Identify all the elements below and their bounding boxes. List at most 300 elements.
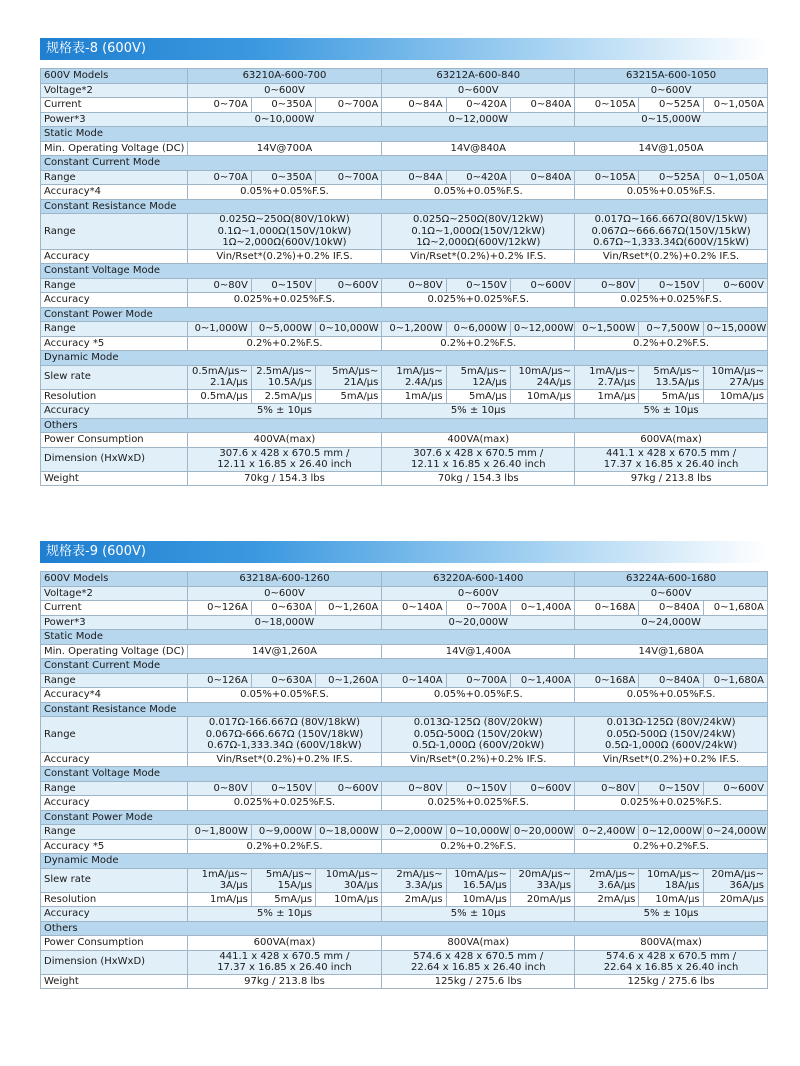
resolution-value: 2mA/μs bbox=[382, 892, 446, 907]
cc-range-value: 0~1,400A bbox=[510, 673, 574, 688]
cp-accuracy-value: 0.2%+0.2%F.S. bbox=[575, 336, 768, 351]
cr-range-value bbox=[575, 717, 768, 753]
voltage-value: 0~600V bbox=[187, 83, 382, 98]
slew-rate-line: 2.7A/μs bbox=[597, 377, 636, 388]
cp-accuracy-value: 0.2%+0.2%F.S. bbox=[187, 336, 382, 351]
resolution-value: 2.5mA/μs bbox=[251, 389, 315, 404]
row-label: Accuracy*4 bbox=[41, 688, 188, 703]
voltage-value: 0~600V bbox=[382, 586, 575, 601]
resolution-value: 2mA/μs bbox=[575, 892, 639, 907]
row-label: Voltage*2 bbox=[41, 83, 188, 98]
row-label: Range bbox=[41, 170, 188, 185]
row-label: Accuracy bbox=[41, 907, 188, 922]
cc-range-value: 0~1,680A bbox=[703, 673, 767, 688]
weight-value: 125kg / 275.6 lbs bbox=[575, 974, 768, 989]
slew-rate-line: 5mA/μs~ bbox=[653, 365, 700, 377]
cc-range-value: 0~1,050A bbox=[703, 170, 767, 185]
slew-rate-line: 10.5A/μs bbox=[268, 377, 313, 388]
current-value: 0~1,680A bbox=[703, 601, 767, 616]
weight-value: 97kg / 213.8 lbs bbox=[575, 471, 768, 486]
cp-range-value: 0~1,800W bbox=[187, 825, 251, 840]
cp-range-value: 0~9,000W bbox=[251, 825, 315, 840]
dimension-line: 441.1 x 428 x 670.5 mm / bbox=[219, 950, 350, 962]
slew-rate-line: 3.6A/μs bbox=[597, 880, 636, 891]
cr-accuracy-value: Vin/Rset*(0.2%)+0.2% IF.S. bbox=[187, 752, 382, 767]
cr-accuracy-value: Vin/Rset*(0.2%)+0.2% IF.S. bbox=[575, 752, 768, 767]
dimension-value bbox=[382, 447, 575, 471]
slew-rate-line: 10mA/μs~ bbox=[711, 365, 764, 377]
model-name: 63220A-600-1400 bbox=[382, 572, 575, 587]
current-value: 0~168A bbox=[575, 601, 639, 616]
dyn-accuracy-value: 5% ± 10μs bbox=[187, 404, 382, 419]
cv-range-value: 0~600V bbox=[510, 781, 574, 796]
slew-rate-line: 20mA/μs~ bbox=[711, 868, 764, 880]
cr-range-line: 1Ω~2,000Ω(600V/12kW) bbox=[416, 237, 541, 248]
slew-rate-line: 21A/μs bbox=[343, 377, 379, 388]
slew-rate-line: 1mA/μs~ bbox=[589, 365, 636, 377]
cc-range-value: 0~350A bbox=[251, 170, 315, 185]
row-label: Range bbox=[41, 717, 188, 753]
cv-range-value: 0~80V bbox=[187, 278, 251, 293]
spec-table-title: 规格表-9 (600V) bbox=[40, 541, 768, 563]
resolution-value: 10mA/μs bbox=[639, 892, 703, 907]
spec-table bbox=[40, 571, 768, 989]
section-cr-mode: Constant Resistance Mode bbox=[41, 199, 768, 214]
cc-range-value: 0~525A bbox=[639, 170, 703, 185]
dyn-accuracy-value: 5% ± 10μs bbox=[575, 404, 768, 419]
resolution-value: 1mA/μs bbox=[187, 892, 251, 907]
slew-rate-line: 3.3A/μs bbox=[404, 880, 443, 891]
min-voltage-value: 14V@700A bbox=[187, 141, 382, 156]
slew-rate-value bbox=[575, 365, 639, 389]
resolution-value: 1mA/μs bbox=[382, 389, 446, 404]
current-value: 0~525A bbox=[639, 98, 703, 113]
cr-range-line: 0.05Ω-500Ω (150V/24kW) bbox=[606, 728, 736, 740]
cr-range-line: 0.5Ω-1,000Ω (600V/20kW) bbox=[412, 740, 545, 751]
dimension-value bbox=[575, 447, 768, 471]
row-label: Current bbox=[41, 601, 188, 616]
spec-table-title: 规格表-8 (600V) bbox=[40, 38, 768, 60]
dimension-line: 574.6 x 428 x 670.5 mm / bbox=[413, 950, 544, 962]
voltage-value: 0~600V bbox=[575, 83, 768, 98]
model-name: 63215A-600-1050 bbox=[575, 69, 768, 84]
current-value: 0~700A bbox=[446, 601, 510, 616]
slew-rate-line: 15A/μs bbox=[277, 880, 313, 891]
current-value: 0~140A bbox=[382, 601, 446, 616]
cr-range-value bbox=[382, 214, 575, 250]
cr-accuracy-value: Vin/Rset*(0.2%)+0.2% IF.S. bbox=[575, 249, 768, 264]
row-label: Dimension (HxWxD) bbox=[41, 447, 188, 471]
dimension-line: 22.64 x 16.85 x 26.40 inch bbox=[410, 962, 546, 973]
cp-accuracy-value: 0.2%+0.2%F.S. bbox=[382, 336, 575, 351]
slew-rate-value bbox=[446, 868, 510, 892]
min-voltage-value: 14V@1,050A bbox=[575, 141, 768, 156]
min-voltage-value: 14V@1,400A bbox=[382, 644, 575, 659]
current-value: 0~840A bbox=[639, 601, 703, 616]
cr-range-line: 0.013Ω-125Ω (80V/20kW) bbox=[413, 717, 543, 728]
slew-rate-value bbox=[187, 365, 251, 389]
cv-range-value: 0~80V bbox=[382, 781, 446, 796]
cp-accuracy-value: 0.2%+0.2%F.S. bbox=[575, 839, 768, 854]
cp-range-value: 0~15,000W bbox=[703, 322, 767, 337]
cr-accuracy-value: Vin/Rset*(0.2%)+0.2% IF.S. bbox=[382, 752, 575, 767]
cp-range-value: 0~2,400W bbox=[575, 825, 639, 840]
slew-rate-line: 36A/μs bbox=[729, 880, 764, 891]
cr-range-line: 0.067Ω-666.667Ω (150V/18kW) bbox=[205, 728, 364, 740]
row-label: Accuracy bbox=[41, 752, 188, 767]
cr-range-value bbox=[187, 717, 382, 753]
cp-range-value: 0~2,000W bbox=[382, 825, 446, 840]
row-label: Range bbox=[41, 278, 188, 293]
weight-value: 97kg / 213.8 lbs bbox=[187, 974, 382, 989]
cp-range-value: 0~18,000W bbox=[316, 825, 382, 840]
dimension-line: 307.6 x 428 x 670.5 mm / bbox=[219, 447, 350, 459]
cc-range-value: 0~70A bbox=[187, 170, 251, 185]
resolution-value: 20mA/μs bbox=[510, 892, 574, 907]
cp-range-value: 0~20,000W bbox=[510, 825, 574, 840]
cc-accuracy-value: 0.05%+0.05%F.S. bbox=[187, 185, 382, 200]
cr-range-line: 0.025Ω~250Ω(80V/12kW) bbox=[413, 214, 544, 225]
dimension-value bbox=[187, 950, 382, 974]
cp-range-value: 0~12,000W bbox=[510, 322, 574, 337]
cp-range-value: 0~7,500W bbox=[639, 322, 703, 337]
cv-range-value: 0~150V bbox=[446, 278, 510, 293]
row-label: Accuracy bbox=[41, 404, 188, 419]
slew-rate-line: 33A/μs bbox=[536, 880, 572, 891]
resolution-value: 10mA/μs bbox=[446, 892, 510, 907]
slew-rate-line: 2.5mA/μs~ bbox=[256, 365, 313, 377]
slew-rate-value bbox=[382, 365, 446, 389]
cr-range-line: 0.1Ω~1,000Ω(150V/10kW) bbox=[217, 225, 352, 237]
slew-rate-line: 27A/μs bbox=[729, 377, 764, 388]
slew-rate-line: 2.4A/μs bbox=[404, 377, 443, 388]
cp-range-value: 0~1,500W bbox=[575, 322, 639, 337]
dimension-line: 17.37 x 16.85 x 26.40 inch bbox=[603, 459, 739, 470]
resolution-value: 10mA/μs bbox=[316, 892, 382, 907]
dyn-accuracy-value: 5% ± 10μs bbox=[382, 907, 575, 922]
power-consumption-value: 400VA(max) bbox=[382, 433, 575, 448]
slew-rate-line: 0.5mA/μs~ bbox=[192, 365, 248, 377]
current-value: 0~126A bbox=[187, 601, 251, 616]
row-label: Min. Operating Voltage (DC) bbox=[41, 141, 188, 156]
slew-rate-line: 12A/μs bbox=[472, 377, 507, 388]
dimension-line: 17.37 x 16.85 x 26.40 inch bbox=[217, 962, 352, 973]
slew-rate-line: 13.5A/μs bbox=[655, 377, 700, 388]
slew-rate-value bbox=[446, 365, 510, 389]
cc-range-value: 0~840A bbox=[510, 170, 574, 185]
cv-accuracy-value: 0.025%+0.025%F.S. bbox=[187, 796, 382, 811]
cv-range-value: 0~150V bbox=[639, 278, 703, 293]
slew-rate-line: 24A/μs bbox=[536, 377, 572, 388]
cp-range-value: 0~6,000W bbox=[446, 322, 510, 337]
weight-value: 125kg / 275.6 lbs bbox=[382, 974, 575, 989]
cr-accuracy-value: Vin/Rset*(0.2%)+0.2% IF.S. bbox=[382, 249, 575, 264]
cv-accuracy-value: 0.025%+0.025%F.S. bbox=[382, 293, 575, 308]
slew-rate-line: 1mA/μs~ bbox=[201, 868, 248, 880]
cv-range-value: 0~150V bbox=[446, 781, 510, 796]
dimension-line: 307.6 x 428 x 670.5 mm / bbox=[413, 447, 544, 459]
current-value: 0~105A bbox=[575, 98, 639, 113]
slew-rate-line: 18A/μs bbox=[665, 880, 700, 891]
power-value: 0~18,000W bbox=[187, 615, 382, 630]
row-label: Current bbox=[41, 98, 188, 113]
cv-range-value: 0~150V bbox=[639, 781, 703, 796]
power-consumption-value: 600VA(max) bbox=[187, 936, 382, 951]
resolution-value: 5mA/μs bbox=[446, 389, 510, 404]
slew-rate-line: 5mA/μs~ bbox=[265, 868, 313, 880]
row-label: Power*3 bbox=[41, 615, 188, 630]
min-voltage-value: 14V@840A bbox=[382, 141, 575, 156]
slew-rate-value bbox=[575, 868, 639, 892]
cr-range-line: 0.5Ω-1,000Ω (600V/24kW) bbox=[605, 740, 738, 751]
dimension-line: 12.11 x 16.85 x 26.40 inch bbox=[410, 459, 546, 470]
slew-rate-line: 1mA/μs~ bbox=[396, 365, 443, 377]
model-name: 63224A-600-1680 bbox=[575, 572, 768, 587]
slew-rate-value bbox=[510, 868, 574, 892]
cr-range-line: 0.05Ω-500Ω (150V/20kW) bbox=[413, 728, 543, 740]
row-label: Resolution bbox=[41, 892, 188, 907]
cc-range-value: 0~700A bbox=[446, 673, 510, 688]
cc-range-value: 0~700A bbox=[316, 170, 382, 185]
slew-rate-line: 2mA/μs~ bbox=[396, 868, 443, 880]
cp-range-value: 0~1,200W bbox=[382, 322, 446, 337]
cr-accuracy-value: Vin/Rset*(0.2%)+0.2% IF.S. bbox=[187, 249, 382, 264]
cv-accuracy-value: 0.025%+0.025%F.S. bbox=[575, 293, 768, 308]
row-label: Accuracy bbox=[41, 249, 188, 264]
section-cv-mode: Constant Voltage Mode bbox=[41, 767, 768, 782]
slew-rate-value bbox=[703, 868, 767, 892]
section-cp-mode: Constant Power Mode bbox=[41, 810, 768, 825]
cp-range-value: 0~10,000W bbox=[316, 322, 382, 337]
section-others: Others bbox=[41, 921, 768, 936]
cv-range-value: 0~600V bbox=[703, 781, 767, 796]
cv-range-value: 0~80V bbox=[575, 278, 639, 293]
weight-value: 70kg / 154.3 lbs bbox=[187, 471, 382, 486]
voltage-value: 0~600V bbox=[575, 586, 768, 601]
current-value: 0~630A bbox=[251, 601, 315, 616]
cc-range-value: 0~630A bbox=[251, 673, 315, 688]
cr-range-line: 0.017Ω-166.667Ω (80V/18kW) bbox=[208, 717, 361, 728]
section-cv-mode: Constant Voltage Mode bbox=[41, 264, 768, 279]
models-label: 600V Models bbox=[41, 69, 188, 84]
cp-range-value: 0~10,000W bbox=[446, 825, 510, 840]
slew-rate-value bbox=[187, 868, 251, 892]
row-label: Weight bbox=[41, 974, 188, 989]
row-label: Accuracy bbox=[41, 796, 188, 811]
cv-range-value: 0~600V bbox=[316, 278, 382, 293]
section-cr-mode: Constant Resistance Mode bbox=[41, 702, 768, 717]
current-value: 0~1,260A bbox=[316, 601, 382, 616]
min-voltage-value: 14V@1,680A bbox=[575, 644, 768, 659]
resolution-value: 10mA/μs bbox=[510, 389, 574, 404]
section-others: Others bbox=[41, 418, 768, 433]
dimension-line: 22.64 x 16.85 x 26.40 inch bbox=[603, 962, 739, 973]
dimension-value bbox=[187, 447, 382, 471]
section-dynamic-mode: Dynamic Mode bbox=[41, 351, 768, 366]
cc-range-value: 0~105A bbox=[575, 170, 639, 185]
slew-rate-value bbox=[316, 365, 382, 389]
resolution-value: 5mA/μs bbox=[316, 389, 382, 404]
cv-range-value: 0~150V bbox=[251, 781, 315, 796]
section-static-mode: Static Mode bbox=[41, 630, 768, 645]
slew-rate-value bbox=[251, 868, 315, 892]
row-label: Accuracy*4 bbox=[41, 185, 188, 200]
slew-rate-line: 20mA/μs~ bbox=[518, 868, 572, 880]
power-consumption-value: 400VA(max) bbox=[187, 433, 382, 448]
power-value: 0~10,000W bbox=[187, 112, 382, 127]
dimension-value bbox=[382, 950, 575, 974]
section-static-mode: Static Mode bbox=[41, 127, 768, 142]
resolution-value: 1mA/μs bbox=[575, 389, 639, 404]
cv-range-value: 0~150V bbox=[251, 278, 315, 293]
model-name: 63218A-600-1260 bbox=[187, 572, 382, 587]
slew-rate-line: 10mA/μs~ bbox=[518, 365, 572, 377]
cr-range-line: 0.67Ω~1,333.34Ω(600V/15kW) bbox=[593, 237, 750, 248]
power-value: 0~24,000W bbox=[575, 615, 768, 630]
row-label: Accuracy *5 bbox=[41, 839, 188, 854]
power-consumption-value: 600VA(max) bbox=[575, 433, 768, 448]
slew-rate-value bbox=[251, 365, 315, 389]
cr-range-line: 0.67Ω-1,333.34Ω (600V/18kW) bbox=[207, 740, 362, 751]
cr-range-line: 0.013Ω-125Ω (80V/24kW) bbox=[606, 717, 736, 728]
row-label: Range bbox=[41, 781, 188, 796]
section-cc-mode: Constant Current Mode bbox=[41, 156, 768, 171]
cp-range-value: 0~24,000W bbox=[703, 825, 767, 840]
cp-accuracy-value: 0.2%+0.2%F.S. bbox=[382, 839, 575, 854]
cr-range-line: 1Ω~2,000Ω(600V/10kW) bbox=[222, 237, 347, 248]
cc-range-value: 0~420A bbox=[446, 170, 510, 185]
cv-range-value: 0~80V bbox=[382, 278, 446, 293]
cv-accuracy-value: 0.025%+0.025%F.S. bbox=[187, 293, 382, 308]
slew-rate-value bbox=[639, 868, 703, 892]
current-value: 0~350A bbox=[251, 98, 315, 113]
cc-range-value: 0~140A bbox=[382, 673, 446, 688]
cc-accuracy-value: 0.05%+0.05%F.S. bbox=[187, 688, 382, 703]
dimension-line: 574.6 x 428 x 670.5 mm / bbox=[606, 950, 737, 962]
dyn-accuracy-value: 5% ± 10μs bbox=[187, 907, 382, 922]
model-name: 63212A-600-840 bbox=[382, 69, 575, 84]
cc-range-value: 0~1,260A bbox=[316, 673, 382, 688]
row-label: Voltage*2 bbox=[41, 586, 188, 601]
slew-rate-line: 5mA/μs~ bbox=[460, 365, 507, 377]
row-label: Slew rate bbox=[41, 868, 188, 892]
slew-rate-value bbox=[382, 868, 446, 892]
row-label: Range bbox=[41, 673, 188, 688]
power-value: 0~12,000W bbox=[382, 112, 575, 127]
row-label: Slew rate bbox=[41, 365, 188, 389]
models-label: 600V Models bbox=[41, 572, 188, 587]
min-voltage-value: 14V@1,260A bbox=[187, 644, 382, 659]
slew-rate-value bbox=[639, 365, 703, 389]
slew-rate-line: 2mA/μs~ bbox=[589, 868, 636, 880]
section-cc-mode: Constant Current Mode bbox=[41, 659, 768, 674]
section-cp-mode: Constant Power Mode bbox=[41, 307, 768, 322]
cr-range-value bbox=[187, 214, 382, 250]
current-value: 0~70A bbox=[187, 98, 251, 113]
cr-range-value bbox=[382, 717, 575, 753]
cp-range-value: 0~12,000W bbox=[639, 825, 703, 840]
resolution-value: 5mA/μs bbox=[639, 389, 703, 404]
resolution-value: 20mA/μs bbox=[703, 892, 767, 907]
resolution-value: 10mA/μs bbox=[703, 389, 767, 404]
cv-accuracy-value: 0.025%+0.025%F.S. bbox=[382, 796, 575, 811]
voltage-value: 0~600V bbox=[187, 586, 382, 601]
dimension-line: 441.1 x 428 x 670.5 mm / bbox=[606, 447, 737, 459]
dyn-accuracy-value: 5% ± 10μs bbox=[575, 907, 768, 922]
cr-range-line: 0.1Ω~1,000Ω(150V/12kW) bbox=[411, 225, 546, 237]
slew-rate-line: 30A/μs bbox=[343, 880, 379, 891]
cc-accuracy-value: 0.05%+0.05%F.S. bbox=[575, 688, 768, 703]
power-consumption-value: 800VA(max) bbox=[575, 936, 768, 951]
cr-range-line: 0.025Ω~250Ω(80V/10kW) bbox=[219, 214, 350, 225]
row-label: Power Consumption bbox=[41, 433, 188, 448]
resolution-value: 5mA/μs bbox=[251, 892, 315, 907]
cp-accuracy-value: 0.2%+0.2%F.S. bbox=[187, 839, 382, 854]
cc-range-value: 0~840A bbox=[639, 673, 703, 688]
voltage-value: 0~600V bbox=[382, 83, 575, 98]
cc-range-value: 0~168A bbox=[575, 673, 639, 688]
slew-rate-line: 10mA/μs~ bbox=[647, 868, 700, 880]
dimension-value bbox=[575, 950, 768, 974]
slew-rate-value bbox=[703, 365, 767, 389]
cv-range-value: 0~600V bbox=[510, 278, 574, 293]
row-label: Range bbox=[41, 214, 188, 250]
spec-table bbox=[40, 68, 768, 486]
row-label: Accuracy *5 bbox=[41, 336, 188, 351]
row-label: Dimension (HxWxD) bbox=[41, 950, 188, 974]
slew-rate-value bbox=[316, 868, 382, 892]
dimension-line: 12.11 x 16.85 x 26.40 inch bbox=[217, 459, 352, 470]
power-value: 0~20,000W bbox=[382, 615, 575, 630]
slew-rate-line: 5mA/μs~ bbox=[332, 365, 379, 377]
current-value: 0~840A bbox=[510, 98, 574, 113]
current-value: 0~84A bbox=[382, 98, 446, 113]
weight-value: 70kg / 154.3 lbs bbox=[382, 471, 575, 486]
row-label: Range bbox=[41, 825, 188, 840]
cv-range-value: 0~600V bbox=[316, 781, 382, 796]
current-value: 0~420A bbox=[446, 98, 510, 113]
row-label: Weight bbox=[41, 471, 188, 486]
row-label: Accuracy bbox=[41, 293, 188, 308]
slew-rate-line: 3A/μs bbox=[219, 880, 248, 891]
slew-rate-value bbox=[510, 365, 574, 389]
cv-range-value: 0~80V bbox=[187, 781, 251, 796]
cp-range-value: 0~1,000W bbox=[187, 322, 251, 337]
current-value: 0~1,400A bbox=[510, 601, 574, 616]
current-value: 0~1,050A bbox=[703, 98, 767, 113]
cc-range-value: 0~126A bbox=[187, 673, 251, 688]
dyn-accuracy-value: 5% ± 10μs bbox=[382, 404, 575, 419]
model-name: 63210A-600-700 bbox=[187, 69, 382, 84]
cr-range-value bbox=[575, 214, 768, 250]
power-consumption-value: 800VA(max) bbox=[382, 936, 575, 951]
row-label: Power Consumption bbox=[41, 936, 188, 951]
cv-range-value: 0~600V bbox=[703, 278, 767, 293]
cc-accuracy-value: 0.05%+0.05%F.S. bbox=[382, 185, 575, 200]
row-label: Range bbox=[41, 322, 188, 337]
row-label: Power*3 bbox=[41, 112, 188, 127]
cv-range-value: 0~80V bbox=[575, 781, 639, 796]
cp-range-value: 0~5,000W bbox=[251, 322, 315, 337]
cc-accuracy-value: 0.05%+0.05%F.S. bbox=[575, 185, 768, 200]
row-label: Min. Operating Voltage (DC) bbox=[41, 644, 188, 659]
cr-range-line: 0.067Ω~666.667Ω(150V/15kW) bbox=[591, 225, 751, 237]
slew-rate-line: 10mA/μs~ bbox=[454, 868, 507, 880]
cr-range-line: 0.017Ω~166.667Ω(80V/15kW) bbox=[594, 214, 748, 225]
resolution-value: 0.5mA/μs bbox=[187, 389, 251, 404]
cc-range-value: 0~84A bbox=[382, 170, 446, 185]
power-value: 0~15,000W bbox=[575, 112, 768, 127]
